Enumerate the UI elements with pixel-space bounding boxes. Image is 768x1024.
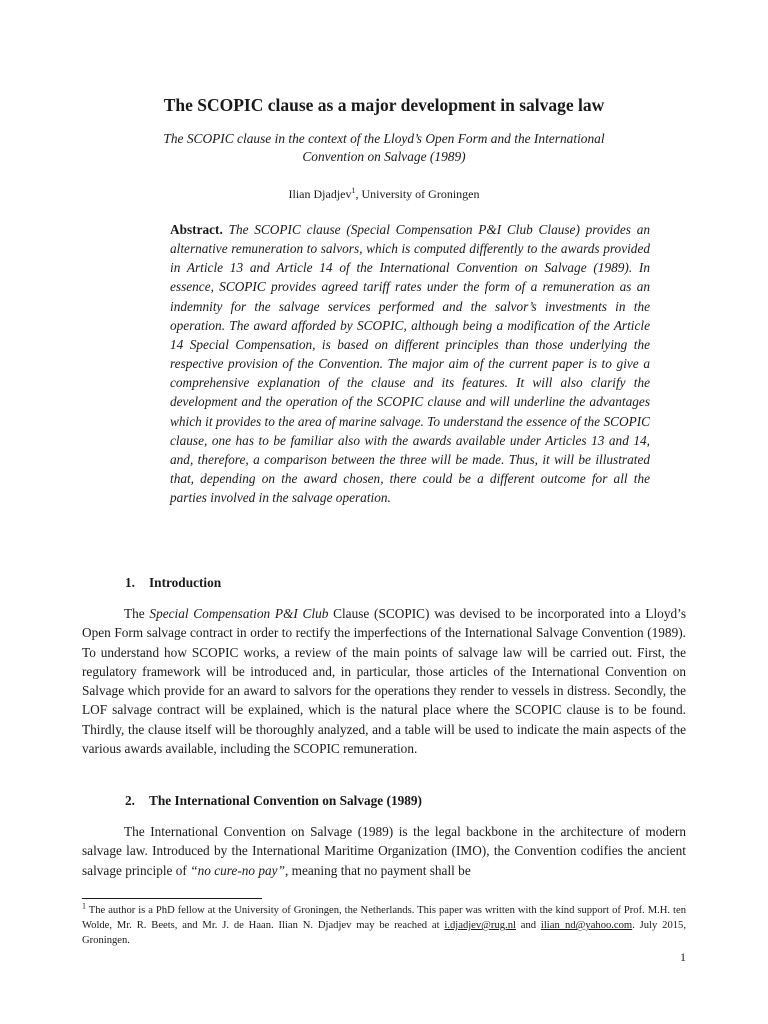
- paragraph-text: Clause (SCOPIC) was devised to be incorporated into a Lloyd’s Open Form salvage contract in order to rectify the imperfections of the International Salvage Convention (1989). To understand how SCOPIC works, a review of the main points of salvage law will be carried out. First, the regulatory framework will be introduced and, in particular, those articles of the International Convention on Salvage which provide for an award to salvors for the operations they render to vessels in distress. Secondly, the LOF salvage contract will be explained, which is the natural place where the SCOPIC clause is to be found. Thirdly, the clause itself will be thoroughly analyzed, and a table will be used to indicate the main aspects of the various awards available, including the SCOPIC remuneration.: [82, 606, 686, 757]
- footnote-text: The author is a PhD fellow at the University of Groningen, the Netherlands. This paper was written with the kind support of Prof. M.H. ten Wolde, Mr. R. Beets, and Mr. J. de Haan. Ilian N. Djadjev may be reached at: [82, 905, 686, 931]
- footnote-text: and: [515, 920, 541, 931]
- convention-paragraph: [82, 822, 686, 880]
- author-affiliation: , University of Groningen: [355, 187, 480, 201]
- section-number: 1.: [125, 575, 135, 590]
- introduction-paragraph: [82, 604, 686, 758]
- author-name: Ilian Djadjev: [288, 187, 352, 201]
- abstract: [170, 220, 650, 507]
- paper-title: The SCOPIC clause as a major development in salvage law: [163, 95, 605, 115]
- section-title: The International Convention on Salvage (1989): [149, 793, 422, 808]
- author-line: [0, 186, 768, 202]
- section-heading-convention: [125, 792, 422, 810]
- footnote-divider: [82, 898, 262, 899]
- footnote-text: . July 2015, Groningen.: [82, 920, 686, 946]
- page-number: 1: [680, 950, 686, 964]
- section-number: 2.: [125, 793, 135, 808]
- section-title: Introduction: [149, 575, 222, 590]
- email-link-yahoo[interactable]: ilian_nd@yahoo.com: [540, 920, 633, 931]
- email-link-rug[interactable]: i.djadjev@rug.nl: [444, 920, 516, 931]
- abstract-text: The SCOPIC clause (Special Compensation P&I Club Clause) provides an alternative remuneration to salvors, which is computed differently to the awards provided in Article 13 and Article 14 of the International Convention on Salvage (1989). In essence, SCOPIC provides agreed tariff rates under the form of a remuneration as an indemnity for the salvage services performed and the salvor’s investments in the operation. The award afforded by SCOPIC, although being a modification of the Article 14 Special Compensation, is based on different principles than those underlying the respective provision of the Convention. The major aim of the current paper is to give a comprehensive explanation of the clause and its features. It will also clarify the development and the operation of the SCOPIC clause and will underline the advantages which it provides to the area of marine salvage. To understand the essence of the SCOPIC clause, one has to be familiar also with the awards available under Articles 13 and 14, and, therefore, a comparison between the three will be made. Thus, it will be illustrated that, depending on the award chosen, there could be a different outcome for all the parties involved in the salvage operation.: [170, 222, 650, 506]
- footnote: [82, 903, 686, 948]
- paragraph-text: The International Convention on Salvage (1989) is the legal backbone in the architecture of modern salvage law. Introduced by the International Maritime Organization (IMO), the Convention codifies the ancient salvage principle of: [82, 824, 686, 878]
- section-heading-introduction: [125, 574, 221, 592]
- paragraph-text: The: [124, 606, 150, 621]
- footnote-mark: 1: [82, 901, 86, 911]
- paragraph-italic-text: “no cure-no pay”: [190, 862, 285, 878]
- author-footnote-mark[interactable]: 1: [351, 186, 356, 195]
- abstract-label: Abstract.: [170, 222, 223, 237]
- paragraph-italic-text: Special Compensation P&I Club: [149, 606, 329, 621]
- paper-subtitle: The SCOPIC clause in the context of the Lloyd’s Open Form and the International Convention on Salvage (1989): [163, 131, 605, 164]
- paragraph-text: , meaning that no payment shall be: [284, 862, 471, 878]
